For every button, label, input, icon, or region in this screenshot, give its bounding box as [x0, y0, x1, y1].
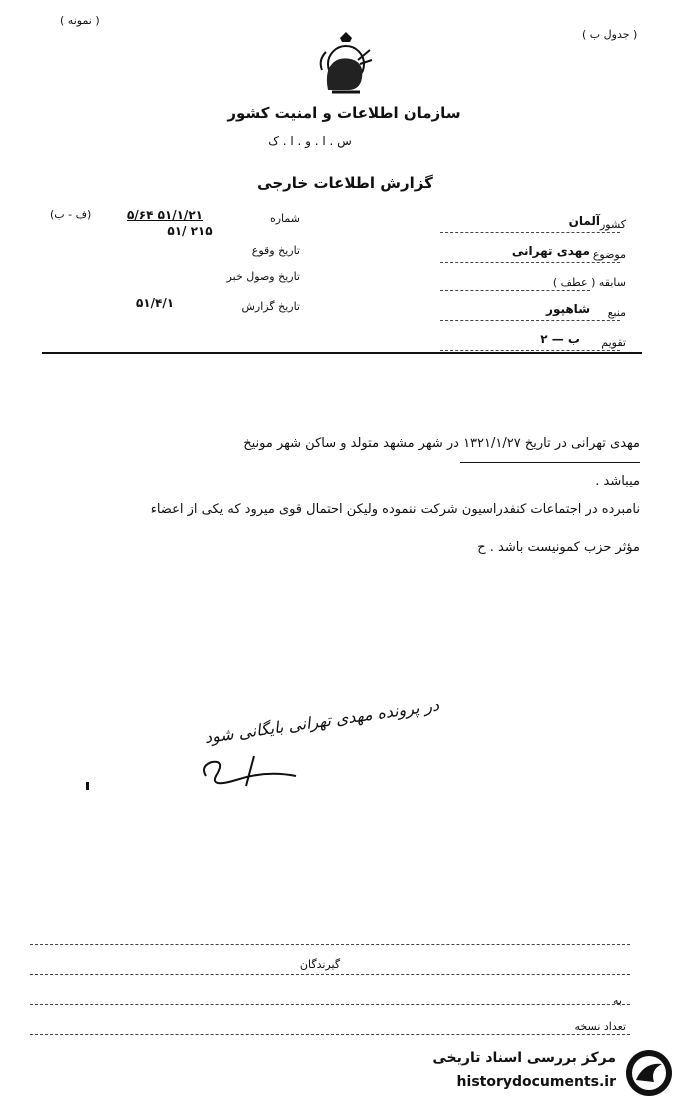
header-separator: [42, 352, 642, 354]
assessment-value: ب — ۲: [540, 332, 580, 346]
watermark: [400, 1044, 680, 1104]
number-label: شماره: [269, 212, 300, 225]
table-type-label: ( جدول ب ): [582, 28, 638, 41]
by-label: به: [613, 994, 622, 1007]
source-label: منبع: [607, 306, 626, 319]
assessment-label: تقویم: [601, 336, 626, 349]
footer-dots-4: [30, 1034, 630, 1035]
body-line-4: مؤثر حزب کمونیست باشد . ح: [477, 540, 640, 555]
received-date-label: تاریخ وصول خبر: [226, 270, 300, 283]
body-line-3: نامبرده در اجتماعات کنفدراسیون شرکت ننموده ولیکن احتمال قوی میرود که یکی از اعضاء: [150, 502, 640, 517]
source-value: شاهپور: [546, 302, 590, 316]
footer-dots-2: [30, 974, 630, 975]
body-line-2: میباشد .: [595, 474, 640, 489]
watermark-logo-icon: [624, 1048, 674, 1098]
copies-label: تعداد نسخه: [574, 1020, 626, 1033]
country-dots: [440, 232, 620, 233]
report-date-value: ۵۱/۴/۱: [135, 296, 175, 310]
event-date-label: تاریخ وقوع: [251, 244, 300, 257]
report-title: گزارش اطلاعات خارجی: [257, 174, 433, 192]
handwritten-note: در پرونده مهدی تهرانی بایگانی شود: [203, 695, 441, 748]
body-line-1-rule: [460, 462, 640, 463]
footer-dots-1: [30, 944, 630, 945]
report-date-label: تاریخ گزارش: [241, 300, 300, 313]
lion-and-sun-emblem: [314, 30, 378, 100]
recipients-label: گیرندگان: [299, 958, 341, 971]
country-label: کشور: [599, 218, 626, 231]
precedent-dots: [440, 290, 590, 291]
source-dots: [440, 320, 620, 321]
watermark-line-2: historydocuments.ir: [456, 1074, 616, 1090]
subject-value: مهدی تهرانی: [511, 244, 590, 258]
footer-dots-3: [30, 1004, 630, 1005]
form-type-label: ( نمونه ): [60, 14, 100, 27]
number-suffix: (ف - ب): [50, 208, 92, 221]
subject-dots: [440, 262, 620, 263]
signature-scribble: [196, 736, 306, 796]
number-value-second: ۲۱۵ /۵۱: [167, 224, 213, 238]
country-value: آلمان: [568, 214, 600, 228]
subject-label: موضوع: [592, 248, 626, 261]
body-line-1: مهدی تهرانی در تاریخ ۱۳۲۱/۱/۲۷ در شهر مشهد متولد و ساکن شهر مونیخ: [243, 436, 640, 451]
organization-title: سازمان اطلاعات و امنیت کشور: [227, 104, 461, 122]
ink-mark: [86, 782, 89, 790]
assessment-dots: [440, 350, 620, 351]
organization-code: س . ا . و . ا . ک: [268, 134, 352, 148]
number-value: ۵۱/۱/۲۱ ۵/۶۴: [127, 208, 203, 222]
precedent-label: سابقه ( عطف ): [552, 276, 626, 289]
watermark-line-1: مرکز بررسی اسناد تاریخی: [432, 1050, 616, 1066]
